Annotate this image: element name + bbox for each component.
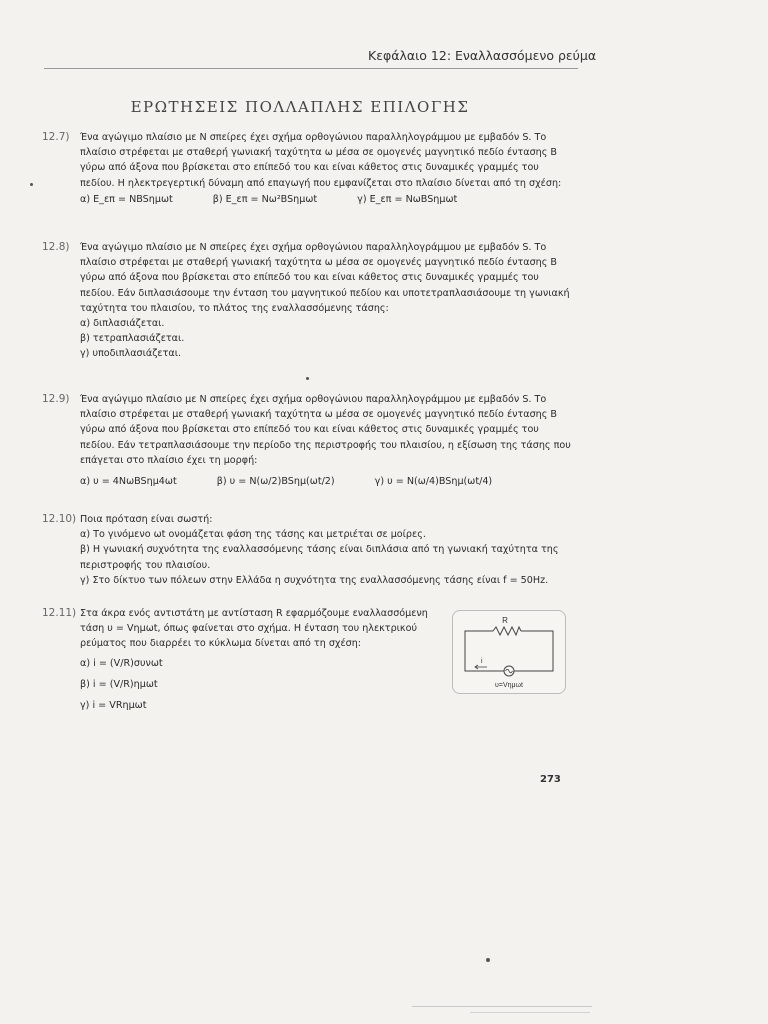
question-number: 12.8) bbox=[42, 241, 70, 253]
circuit-diagram bbox=[453, 611, 565, 693]
question-text: Στα άκρα ενός αντιστάτη με αντίσταση R εφαρμόζουμε εναλλασσόμενη τάση υ = Vημωt, όπως φαίνεται στο σχήμα. Η ένταση του ηλεκτρικού ρεύματος που διαρρέει το κύκλωμα δίνεται από τη σχέση: bbox=[80, 608, 428, 650]
answer-b: β) Η γωνιακή συχνότητα της εναλλασσόμενης τάσης είναι διπλάσια από τη γωνιακή ταχύτητα της περιστροφής του πλαισίου. bbox=[80, 544, 559, 571]
current-label: i bbox=[481, 658, 483, 665]
answer-b: β) τετραπλασιάζεται. bbox=[80, 333, 185, 345]
question-12-8 bbox=[42, 240, 572, 362]
answer-c: γ) υποδιπλασιάζεται. bbox=[80, 348, 182, 360]
header-rule bbox=[44, 68, 578, 69]
question-number: 12.11) bbox=[42, 607, 77, 619]
scan-smudge bbox=[470, 1012, 590, 1013]
answer-a: α) Ε_επ = NBSημωt bbox=[80, 193, 173, 205]
answer-a: α) διπλασιάζεται. bbox=[80, 318, 165, 330]
chapter-header: Κεφάλαιο 12: Εναλλασσόμενο ρεύμα bbox=[368, 48, 597, 63]
question-12-7 bbox=[42, 130, 572, 207]
answer-a: α) Το γινόμενο ωt ονομάζεται φάση της τάσης και μετριέται σε μοίρες. bbox=[80, 529, 426, 541]
scan-speck bbox=[30, 183, 33, 186]
question-text: Ένα αγώγιμο πλαίσιο με N σπείρες έχει σχήμα ορθογώνιου παραλληλογράμμου με εμβαδόν S. Το πλαίσιο στρέφεται με σταθερή γωνιακή ταχύτητα ω μέσα σε ομογενές μαγνητικό πεδίο έντασης B γύρω από άξονα που βρίσκεται στο επίπεδό του και είναι κάθετος στις δυναμικές γραμμές του πεδίου. Εάν τετραπλασιάσουμε την περίοδο της περιστροφής του πλαισίου, η εξίσωση της τάσης που επάγεται στο πλαίσιο έχει τη μορφή: bbox=[80, 394, 571, 466]
answer-c: γ) Ε_επ = NωBSημωt bbox=[357, 193, 458, 205]
answer-c: γ) Στο δίκτυο των πόλεων στην Ελλάδα η συχνότητα της εναλλασσόμενης τάσης είναι f = 50Hz. bbox=[80, 574, 549, 586]
question-12-10 bbox=[42, 512, 572, 588]
question-number: 12.9) bbox=[42, 393, 70, 405]
answer-c: γ) i = VRημωt bbox=[80, 700, 147, 712]
answer-a: α) i = (V/R)συνωt bbox=[80, 657, 163, 669]
question-12-11 bbox=[42, 606, 442, 713]
section-title: ΕΡΩΤΗΣΕΙΣ ΠΟΛΛΑΠΛΗΣ ΕΠΙΛΟΓΗΣ bbox=[130, 98, 470, 116]
question-text: Ένα αγώγιμο πλαίσιο με N σπείρες έχει σχήμα ορθογώνιου παραλληλογράμμου με εμβαδόν S. Το πλαίσιο στρέφεται με σταθερή γωνιακή ταχύτητα ω μέσα σε ομογενές μαγνητικό πεδίο έντασης B γύρω από άξονα που βρίσκεται στο επίπεδό του και είναι κάθετος στις δυναμικές γραμμές του πεδίου. Εάν διπλασιάσουμε την ένταση του μαγνητικού πεδίου και υποτετραπλασιάσουμε τη γωνιακή ταχύτητα του πλαισίου, το πλάτος της εναλλασσόμενης τάσης: bbox=[80, 242, 570, 314]
scan-speck bbox=[486, 958, 490, 962]
scan-speck bbox=[306, 377, 309, 380]
answer-b: β) i = (V/R)ημωt bbox=[80, 678, 158, 690]
question-number: 12.7) bbox=[42, 131, 70, 143]
question-text: Ποια πρόταση είναι σωστή: bbox=[80, 514, 213, 525]
scan-smudge bbox=[412, 1006, 592, 1007]
question-text: Ένα αγώγιμο πλαίσιο με N σπείρες έχει σχήμα ορθογώνιου παραλληλογράμμου με εμβαδόν S. Το πλαίσιο στρέφεται με σταθερή γωνιακή ταχύτητα ω μέσα σε ομογενές μαγνητικό πεδίο έντασης B γύρω από άξονα που βρίσκεται στο επίπεδό του και είναι κάθετος στις δυναμικές γραμμές του πεδίου. Η ηλεκτρεγερτική δύναμη από επαγωγή που εμφανίζεται στο πλαίσιο δίνεται από τη σχέση: bbox=[80, 132, 562, 189]
question-12-9 bbox=[42, 392, 572, 489]
answer-c: γ) υ = N(ω/4)BSημ(ωt/4) bbox=[374, 476, 493, 488]
answer-b: β) Ε_επ = Nω²BSημωt bbox=[212, 193, 318, 205]
question-number: 12.10) bbox=[42, 513, 77, 525]
answer-b: β) υ = N(ω/2)BSημ(ωt/2) bbox=[216, 476, 335, 488]
source-label: υ=Vημωt bbox=[495, 682, 523, 689]
circuit-figure bbox=[452, 610, 566, 694]
answer-a: α) υ = 4NωBSημ4ωt bbox=[80, 476, 177, 488]
resistor-label: R bbox=[502, 616, 508, 625]
page-number: 273 bbox=[540, 774, 561, 785]
